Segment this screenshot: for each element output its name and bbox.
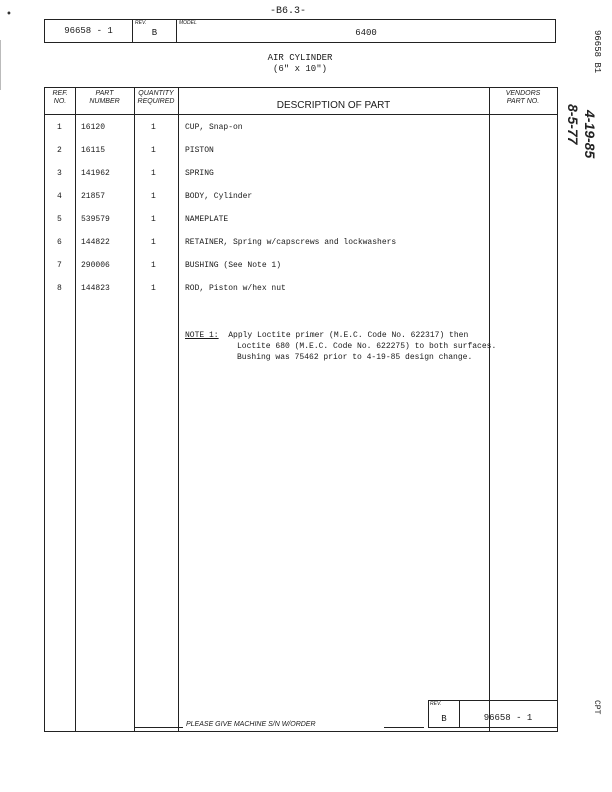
table-row: 3 141962 1 SPRING (57, 169, 214, 178)
header-part-number: 96658 - 1 (64, 26, 113, 36)
header-divider (45, 114, 557, 115)
table-row: 4 21857 1 BODY, Cylinder (57, 192, 253, 201)
header-model-label: MODEL (179, 20, 197, 26)
handwritten-date-1: 8-5-77 (565, 104, 581, 145)
title-block (44, 53, 556, 75)
header-model-value: 6400 (355, 28, 377, 38)
col-divider (75, 88, 76, 731)
page-number: -B6.3- (270, 6, 307, 17)
corner-mark: • (6, 9, 12, 20)
col-head-description: DESCRIPTION OF PART (276, 100, 391, 111)
header-part-cell (45, 20, 133, 42)
header-rev-cell (133, 20, 177, 42)
col-divider (134, 88, 135, 731)
parts-table (44, 87, 558, 732)
header-model-cell (177, 20, 555, 42)
table-row: 7 290006 1 BUSHING (See Note 1) (57, 261, 282, 270)
footer-rev-value: B (441, 714, 447, 724)
note-1 (185, 330, 496, 363)
note-label: NOTE 1: (185, 331, 219, 340)
col-head-ref: REF. NO. (52, 90, 68, 105)
col-head-vendor: VENDORS PART NO. (505, 90, 541, 105)
footer-rule-right (384, 727, 424, 728)
footer-rev-box (428, 700, 558, 728)
table-row: 1 16120 1 CUP, Snap-on (57, 123, 243, 132)
col-divider (178, 88, 179, 731)
footer-rule-left (135, 727, 183, 728)
note-line3: Bushing was 75462 prior to 4-19-85 design change. (237, 353, 473, 362)
col-divider (489, 88, 490, 731)
footer-rev-label: REV. (430, 701, 442, 707)
margin-rule (0, 40, 1, 90)
table-row: 6 144822 1 RETAINER, Spring w/capscrews and lockwashers (57, 238, 397, 247)
footer-part-number: 96658 - 1 (483, 713, 533, 723)
note-line2: Loctite 680 (M.E.C. Code No. 622275) to both surfaces. (237, 342, 497, 351)
side-code: CPT (592, 700, 601, 715)
col-head-part: PART NUMBER (89, 90, 120, 105)
handwritten-date-2: 4-19-85 (582, 110, 598, 159)
note-line1: Apply Loctite primer (M.E.C. Code No. 622317) then (228, 331, 469, 340)
title-line1: AIR CYLINDER (267, 53, 333, 63)
table-row: 8 144823 1 ROD, Piston w/hex nut (57, 284, 286, 293)
header-box (44, 19, 556, 43)
col-head-qty: QUANTITY REQUIRED (137, 90, 175, 105)
side-document-id: 96658 B1 (592, 30, 602, 74)
footer-instruction: PLEASE GIVE MACHINE S/N W/ORDER (186, 721, 316, 728)
title-line2: (6" x 10") (272, 64, 327, 74)
table-row: 2 16115 1 PISTON (57, 146, 214, 155)
table-row: 5 539579 1 NAMEPLATE (57, 215, 229, 224)
header-rev-value: B (151, 28, 158, 38)
header-rev-label: REV. (135, 20, 147, 26)
